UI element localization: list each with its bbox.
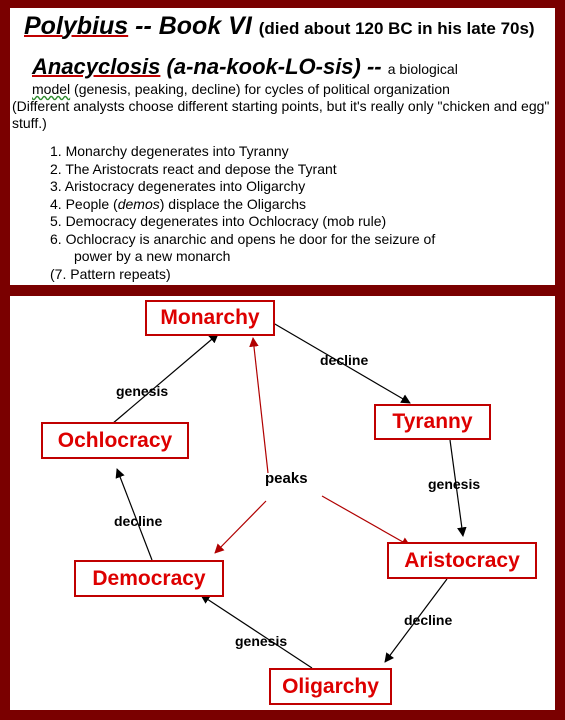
edge-label-oligarchy-democracy: genesis (235, 633, 288, 649)
node-tyranny: Tyranny (374, 404, 491, 440)
subtitle (32, 54, 458, 80)
description (32, 81, 450, 97)
edge-label-aristocracy-oligarchy: decline (404, 612, 453, 628)
list-item: 4. People (demos) displace the Oligarchs (50, 195, 307, 212)
list-item: power by a new monarch (74, 248, 231, 264)
title-author: Polybius (24, 12, 129, 40)
text-panel (10, 8, 555, 285)
node-ochlocracy: Ochlocracy (41, 422, 189, 459)
list-item: (7. Pattern repeats) (50, 265, 171, 282)
edge-label-tyranny-aristocracy: genesis (428, 476, 481, 492)
edge-label-monarchy-tyranny: decline (320, 352, 369, 368)
description-model: model (32, 81, 71, 97)
title-book: -- Book VI (128, 12, 259, 40)
list-item: 3. Aristocracy degenerates into Oligarchy (50, 178, 306, 194)
starting-point-note: (Different analysts choose different starting points, but it's really only "chicken and egg" stuff.) (12, 98, 550, 131)
title-note: (died about 120 BC in his late 70s) (258, 19, 535, 38)
list-item: 6. Ochlocracy is anarchic and opens he door for the seizure of (50, 230, 436, 247)
page-title (24, 12, 535, 41)
edge-label-democracy-ochlocracy: decline (114, 513, 163, 529)
peak-arrow-democracy (215, 501, 266, 553)
term: Anacyclosis (32, 54, 161, 79)
list-item: 1. Monarchy degenerates into Tyranny (50, 143, 289, 159)
peak-arrow-monarchy (253, 338, 268, 473)
list-item: 2. The Aristocrats react and depose the Tyrant (50, 160, 337, 177)
peak-arrow-aristocracy (322, 496, 410, 546)
list-item: 5. Democracy degenerates into Ochlocracy (mob rule) (50, 213, 387, 229)
edge-label-ochlocracy-monarchy: genesis (116, 383, 169, 399)
description-rest: (genesis, peaking, decline) for cycles of political organization (70, 81, 450, 97)
node-aristocracy: Aristocracy (387, 542, 537, 579)
term-gloss: a biological (387, 61, 458, 77)
arrow-oligarchy-democracy (201, 595, 312, 668)
pronunciation: (a-na-kook-LO-sis) -- (160, 54, 388, 79)
center-peaks-label: peaks (265, 470, 308, 487)
node-oligarchy: Oligarchy (269, 668, 392, 705)
node-monarchy: Monarchy (145, 300, 275, 336)
cycle-diagram (10, 296, 555, 710)
node-democracy: Democracy (74, 560, 224, 597)
steps-list (50, 143, 435, 283)
arrow-ochlocracy-monarchy (112, 334, 218, 424)
